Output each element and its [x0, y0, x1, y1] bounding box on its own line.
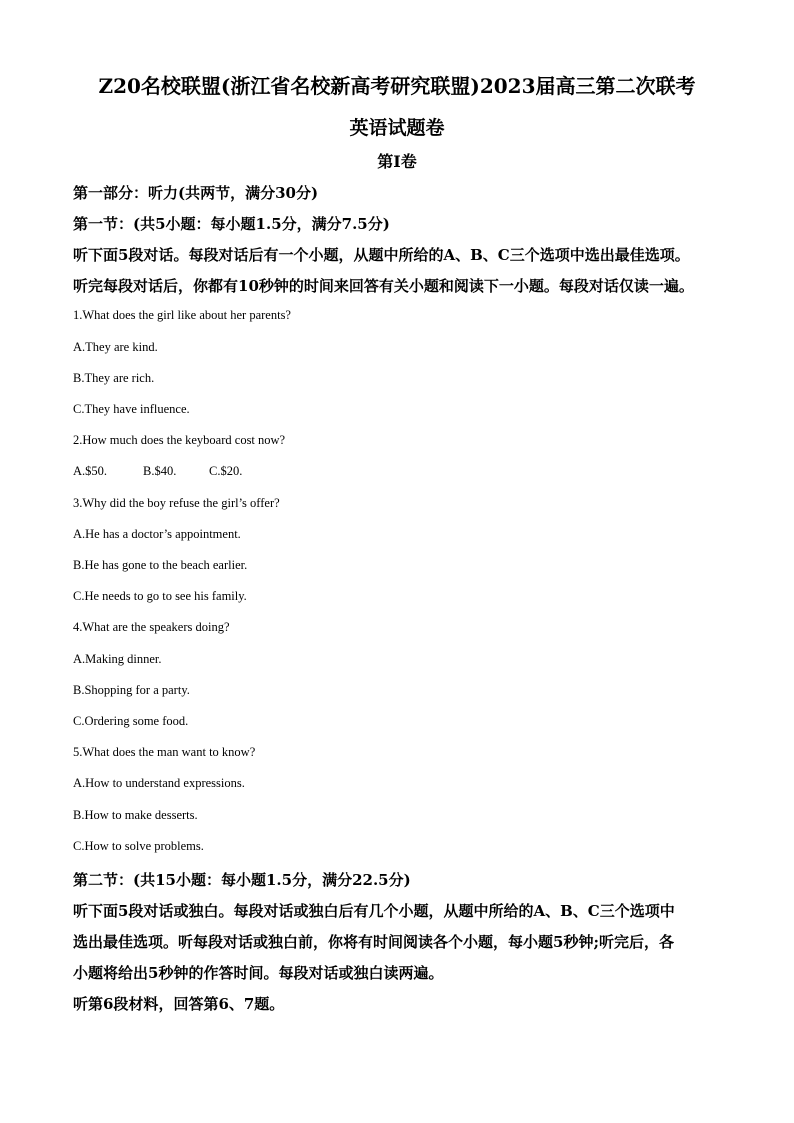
question-1-stem: 1.What does the girl like about her parents? — [73, 308, 291, 322]
question-3-option-b: B.He has gone to the beach earlier. — [73, 558, 248, 572]
question-1-option-b: B.They are rich. — [73, 371, 155, 385]
question-3-option-c: C.He needs to go to see his family. — [73, 589, 247, 603]
question-4-option-a: A.Making dinner. — [73, 652, 162, 666]
question-4-option-c: C.Ordering some food. — [73, 714, 189, 728]
exam-subtitle: 英语试题卷 — [349, 117, 445, 139]
question-3-option-a: A.He has a doctor’s appointment. — [73, 527, 241, 541]
exam-title: Z20名校联盟(浙江省名校新高考研究联盟)2023届高三第二次联考 — [98, 74, 696, 98]
question-5-option-c: C.How to solve problems. — [73, 839, 204, 853]
section1-instruction-line2: 听完每段对话后，你都有10秒钟的时间来回答有关小题和阅读下一小题。每段对话仅读一遍。 — [73, 277, 694, 295]
question-1-option-a: A.They are kind. — [73, 340, 158, 354]
question-4-stem: 4.What are the speakers doing? — [73, 620, 230, 634]
question-2-option-b: B.$40. — [143, 464, 177, 478]
section2-instruction-line2: 选出最佳选项。听每段对话或独白前，你将有时间阅读各个小题，每小题5秒钟;听完后，各 — [73, 933, 674, 951]
question-2-stem: 2.How much does the keyboard cost now? — [73, 433, 286, 447]
question-4-option-b: B.Shopping for a party. — [73, 683, 190, 697]
section2-heading: 第二节：(共15小题：每小题1.5分，满分22.5分) — [73, 871, 411, 889]
section2-instruction-line1: 听下面5段对话或独白。每段对话或独白后有几个小题，从题中所给的A、B、C三个选项中 — [73, 902, 675, 920]
material-6-prompt: 听第6段材料，回答第6、7题。 — [73, 995, 285, 1013]
question-1-option-c: C.They have influence. — [73, 402, 190, 416]
question-2-options — [73, 464, 242, 479]
question-5-option-b: B.How to make desserts. — [73, 808, 198, 822]
section2-instruction-line3: 小题将给出5秒钟的作答时间。每段对话或独白读两遍。 — [73, 964, 444, 982]
section1-instruction-line1: 听下面5段对话。每段对话后有一个小题，从题中所给的A、B、C三个选项中选出最佳选项。 — [73, 246, 690, 264]
question-5-option-a: A.How to understand expressions. — [73, 776, 245, 790]
question-2-option-a: A.$50. — [73, 464, 108, 478]
question-2-option-c: C.$20. — [209, 464, 243, 478]
volume-label: 第I卷 — [377, 152, 417, 171]
question-5-stem: 5.What does the man want to know? — [73, 745, 256, 759]
section1-heading: 第一节：(共5小题：每小题1.5分，满分7.5分) — [73, 215, 390, 233]
part1-heading: 第一部分：听力(共两节，满分30分) — [73, 184, 319, 202]
question-3-stem: 3.Why did the boy refuse the girl’s offer? — [73, 496, 280, 510]
